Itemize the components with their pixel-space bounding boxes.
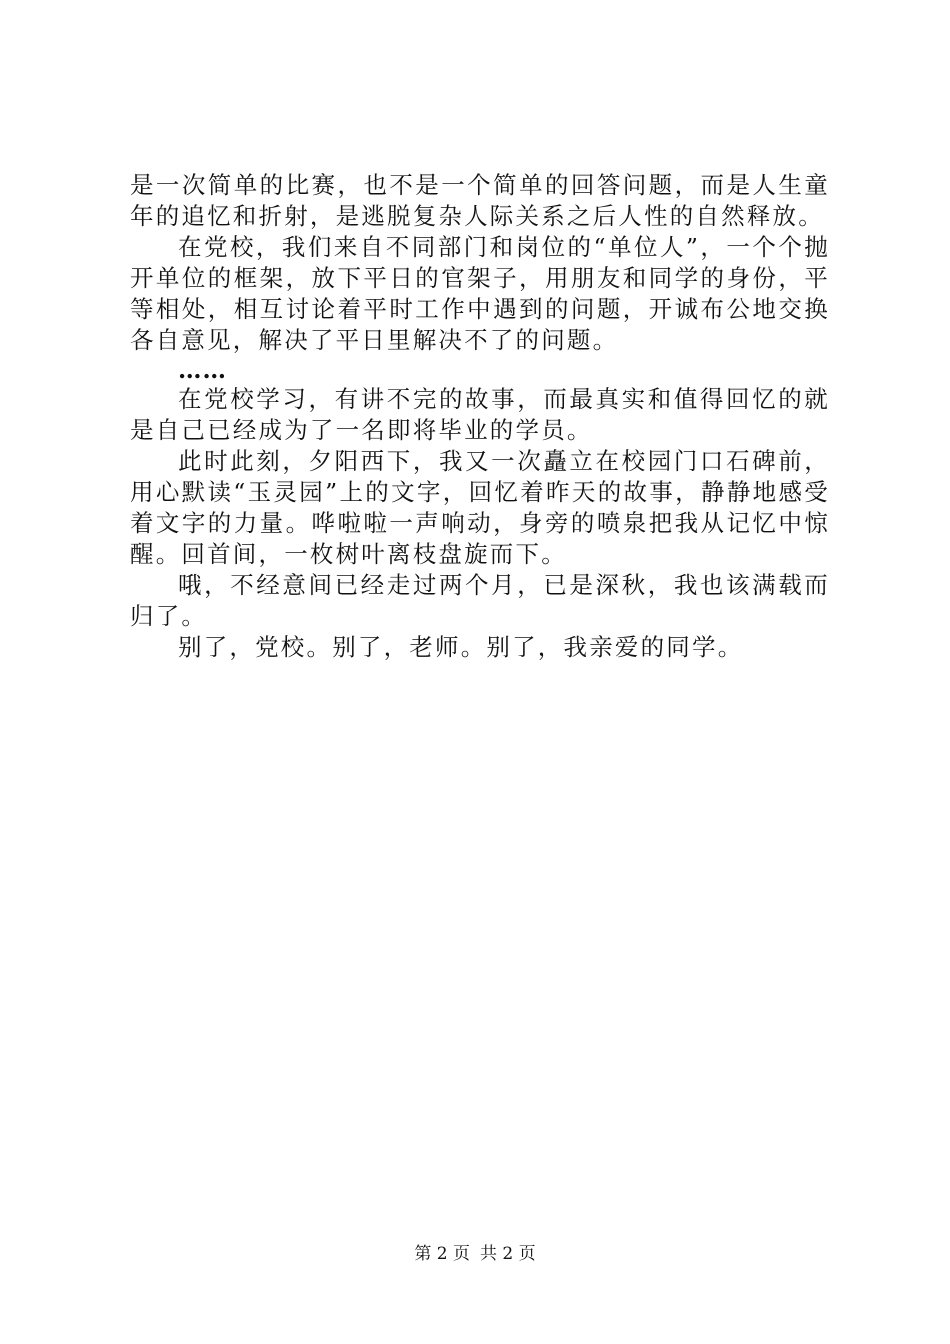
page-footer <box>0 1243 950 1265</box>
paragraph-4: 此时此刻，夕阳西下，我又一次矗立在校园门口石碑前，用心默读“玉灵园”上的文字，回忆着昨天的故事，静静地感受着文字的力量。哗啦啦一声响动，身旁的喷泉把我从记忆中惊醒。回首间，一枚树叶离枝盘旋而下。 <box>130 447 830 568</box>
paragraph-2: 在党校，我们来自不同部门和岗位的“单位人”，一个个抛开单位的框架，放下平日的官架子，用朋友和同学的身份，平等相处，相互讨论着平时工作中遇到的问题，开诚布公地交换各自意见，解决了平日里解决不了的问题。 <box>130 233 830 354</box>
document-body <box>130 170 830 663</box>
paragraph-1: 是一次简单的比赛，也不是一个简单的回答问题，而是人生童年的追忆和折射，是逃脱复杂人际关系之后人性的自然释放。 <box>130 171 830 230</box>
page-number: 第 2 页 <box>414 1244 470 1264</box>
ellipsis-separator: …… <box>178 356 227 384</box>
paragraph-3: 在党校学习，有讲不完的故事，而最真实和值得回忆的就是自己已经成为了一名即将毕业的学员。 <box>130 385 830 444</box>
paragraph-6: 别了，党校。别了，老师。别了，我亲爱的同学。 <box>178 633 744 661</box>
page-total: 共 2 页 <box>480 1244 536 1264</box>
paragraph-5: 哦，不经意间已经走过两个月，已是深秋，我也该满载而归了。 <box>130 571 830 630</box>
